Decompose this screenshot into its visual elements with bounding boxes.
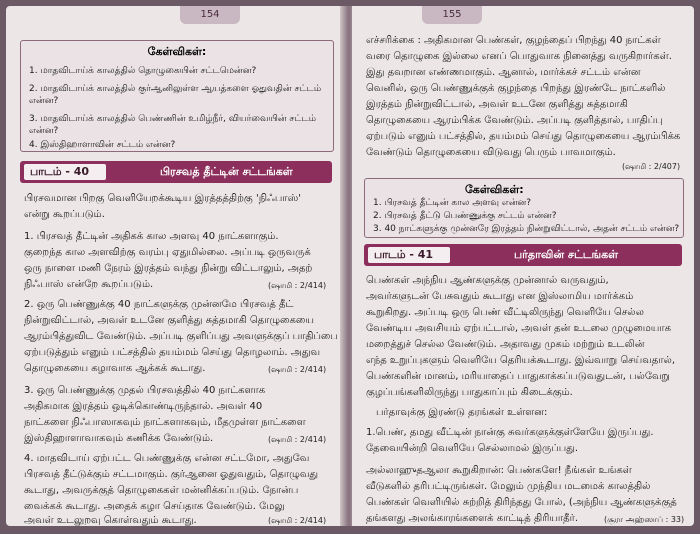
r-p1-line-2: அவர்களுடன் பேசுவதும் கூடாது என இஸ்லாமிய மார்க்கம்: [366, 291, 634, 302]
warning-line-4: வெனில், ஒரு பெண்ணுக்குக் குழந்தை பிறந்து இரண்டே நாட்களில்: [366, 83, 666, 94]
warning-line-2: வரை தொழுகை இல்லை எனப் பொதுவாக நினைத்து வருகிறார்கள்.: [366, 51, 672, 62]
p4-line-5: அவள் உடலுறவு கொள்வதும் கூடாது.: [24, 515, 197, 526]
r-p2-line-2: தேவையின்றி வெளியே செல்லாமல் இருப்பது.: [366, 443, 579, 454]
p3-line-3: நாட்களை நிஃபாஸாகவும் நாட்களாகவும், மீதமுள்ள நாட்களை: [24, 417, 306, 428]
lesson-40-number: பாடம் - 40: [24, 164, 106, 180]
warning-line-7: ஏற்படும் எனும் பட்சத்தில், தயம்மம் செய்து தொழுகையை ஆரம்பிக்க: [366, 131, 681, 142]
right-question-1: 1. பிரசவத் தீட்டின் கால அளவு என்ன?: [373, 198, 532, 208]
r-p1-line-1: பெண்கள் அந்நிய ஆண்களுக்கு முன்னால் வருவதும்,: [366, 275, 609, 286]
lesson-40-header: [20, 161, 332, 183]
p4-reference: (ஷாமி : 2/414): [268, 516, 327, 525]
right-questions-box: [364, 178, 684, 238]
r-p3-line-1: அல்லாஹுதஆலா கூறுகிறான்: பெண்களே! நீங்கள் உங்கள்: [366, 465, 632, 476]
p1-line-4: நிஃபாஸ் என்றே கூறப்படும்.: [24, 279, 154, 290]
r-p1-line-6: எந்த உறுப்புகளும் வெளியே தெரியக்கூடாது. இவ்வாறு செய்வதால்,: [366, 355, 676, 366]
r-p1-line-4: வேண்டிய அவசியம் ஏற்பட்டால், அவள் தன் உடலை முழுமையாக: [366, 323, 671, 334]
left-question-1: 1. மாதவிடாய்க் காலத்தில் தொழுகையின் சட்டமென்ன?: [29, 66, 257, 76]
r-p1-line-7: பெண்களின் மானம், மரியாதைப் பாதுகாக்கப்படுவதுடன், பல்வேறு: [366, 371, 670, 382]
left-question-2-cont: என்ன?: [29, 96, 59, 106]
p1-line-3: ஒரு நாளை மணி நேரம் இரத்தம் வந்து நின்று விட்டாலும், அதற்: [24, 263, 313, 274]
p4-line-4: வைக்கக் கூடாது. அதைக் கழா செய்தாக வேண்டும். மேலு: [24, 501, 285, 512]
right-page-number: 155: [422, 6, 482, 24]
lesson-41-header: [364, 244, 682, 266]
left-page: [6, 6, 346, 526]
warning-line-1: எச்சரிக்கை : அதிகமான பெண்கள், குழந்தைப் பிறந்து 40 நாட்கள்: [366, 35, 661, 46]
r-p3-reference: (சூரா அஹ்ஸாப் : 33): [604, 515, 685, 524]
warning-line-5: இரத்தம் நின்றுவிட்டால், அவள் உடனே குளித்து சுத்தமாகி: [366, 99, 628, 110]
r-p3-line-3: பெண்கள் வெளியில் சுற்றித் திரிந்தது போல், (அந்நிய ஆண்களுக்குத்: [366, 497, 677, 508]
p3-line-1: 3. ஒரு பெண்ணுக்கு முதல் பிரசவத்தில் 40 நாட்களாக: [24, 385, 266, 396]
intro-line-2: என்று கூறப்படும்.: [24, 209, 105, 220]
p4-line-2: பிரசவத் தீட்டுக்கும் சட்டமாகும். குர்ஆனை ஓதுவதும், தொழுவது: [24, 469, 319, 480]
warning-line-8: வேண்டும் தொழுகையை விடுவது பெரும் பாவமாகும்.: [366, 147, 616, 158]
left-question-3: 3. மாதவிடாய்க் காலத்தில் பெண்ணின் உமிழ்நீர், வியர்வையின் சட்டம்: [29, 114, 316, 124]
p3-line-2: அதிகமாக இரத்தம் ஒடிக்கொண்டிருந்தால். அவள் 40: [24, 401, 263, 412]
right-questions-title: கேள்விகள்:: [465, 183, 524, 196]
p4-line-3: கூடாது, அவருக்குத் தொழுகைகள் மன்னிக்கப்படும். நோன்ப: [24, 485, 299, 496]
left-questions-box: [20, 40, 334, 152]
r-p3-line-4: தங்களது அலங்காரங்களைக் காட்டித் திரியாதீர்.: [366, 513, 579, 524]
p1-line-2: குறைந்த கால அளவிற்கு வரம்பு ஏதுமில்லை. அப்படி ஒருவருக்: [24, 247, 311, 258]
r-p2-line-1: 1.பெண், தமது வீட்டின் நான்கு சுவர்களுக்குள்ளேயே இருப்பது.: [366, 427, 654, 438]
p2-line-2: நின்றுவிட்டால், அவள் உடனே குளித்து சுத்தமாகி தொழுகையை: [24, 315, 314, 326]
right-question-3: 3. 40 நாட்களுக்கு முன்னரே இரத்தம் நின்றுவிட்டால், அதன் சட்டம் என்ன?: [373, 224, 680, 234]
r-p1-line-3: கூறுகிறது. அப்படி ஒரு பெண் வீட்டிலிருந்து வெளியே செல்ல: [366, 307, 644, 318]
right-question-2: 2. பிரசவத் தீட்டு பெண்ணுக்கு சட்டம் என்ன?: [373, 211, 557, 221]
warning-line-6: தொழுகையை ஆரம்பிக்க வேண்டும். அப்படி குளித்தால், பாதிப்பு: [366, 115, 663, 126]
p1-reference: (ஷாமி : 2/414): [268, 281, 327, 290]
p2-line-4: ஏற்படுத்தும் எனும் பட்சத்தில் தயம்மம் செய்து தொழலாம். அதுவ: [24, 347, 321, 358]
left-questions-title: கேள்விகள்:: [147, 45, 207, 58]
p2-line-3: ஆரம்பித்துவிட வேண்டும். அப்படி குளிப்பது அவளுக்குப் பாதிப்பை: [24, 331, 338, 342]
p3-reference: (ஷாமி : 2/414): [268, 435, 327, 444]
left-page-number: 154: [180, 6, 240, 24]
warning-line-3: இது தவறான எண்ணமாகும். ஆனால், மார்க்கச் சட்டம் என்ன: [366, 67, 641, 78]
right-page: [352, 6, 694, 526]
r-p1-line-8: குழப்பங்களிலிருந்து பாதுகாப்பும் கிடைக்கும்.: [366, 387, 573, 398]
lesson-41-number: பாடம் - 41: [368, 247, 450, 263]
left-question-2: 2. மாதவிடாய்க் காலத்தில் குர்ஆனிலுள்ள ஆயத்களை ஓதுவதின் சட்டம்: [29, 84, 322, 94]
r-p1-line-5: மறைத்துச் செல்ல வேண்டும். அதாவது முகம் மற்றும் உடலின்: [366, 339, 645, 350]
p3-line-4: இஸ்திஹாளாவாகவும் கணிக்க வேண்டும்.: [24, 433, 214, 444]
warning-reference: (ஷாமி : 2/407): [622, 162, 681, 171]
left-question-3-cont: என்ன?: [29, 126, 59, 136]
intro-line-1: பிரசவமான பிறகு வெளியேறக்கூடிய இரத்தத்திற்கு 'நிஃபாஸ்': [24, 193, 301, 204]
p4-line-1: 4. மாதவிடாய் ஏற்பட்ட பெண்ணுக்கு என்ன சட்டமோ, அதுவே: [24, 453, 310, 464]
r-p3-line-2: வீடுகளில் தரிபட்டிருங்கள். மேலும் முந்திய மடமைக் காலத்தில்: [366, 481, 651, 492]
left-question-4: 4. இஸ்திஹாளாவின் சட்டம் என்ன?: [29, 140, 176, 150]
lesson-40-title: பிரசவத் தீட்டின் சட்டங்கள்: [160, 165, 293, 178]
p1-line-1: 1. பிரசவத் தீட்டின் அதிகக் கால அளவு 40 நாட்களாகும்.: [24, 231, 279, 242]
p2-line-5: தொழுகையை கழாவாக ஆக்கக் கூடாது.: [24, 363, 206, 374]
r-p2-intro: பர்தாவுக்கு இரண்டு தரங்கள் உள்ளன:: [376, 407, 548, 418]
lesson-41-title: பர்தாவின் சட்டங்கள்: [514, 248, 619, 261]
p2-line-1: 2. ஒரு பெண்ணுக்கு 40 நாட்களுக்கு முன்னமே பிரசவத் தீட்: [24, 299, 294, 310]
p2-reference: (ஷாமி : 2/414): [268, 365, 327, 374]
